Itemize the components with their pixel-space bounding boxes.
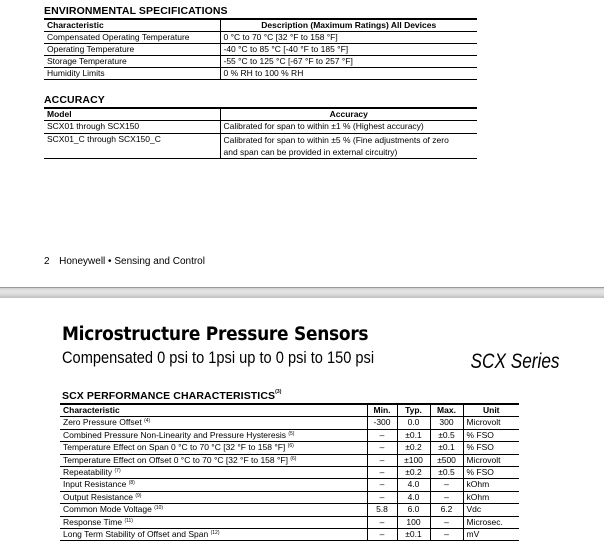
perf-cell-characteristic: [60, 504, 367, 516]
perf-cell-max: ±0.5: [430, 466, 463, 478]
perf-cell-name: Temperature Effect on Span 0 °C to 70 °C [32 °F to 158 °F]: [63, 442, 286, 453]
perf-cell-typ: 4.0: [397, 479, 430, 491]
page-footer: [44, 256, 205, 267]
perf-cell-unit: % FSO: [463, 429, 519, 441]
perf-cell-typ: ±0.2: [397, 442, 430, 454]
perf-cell-name: Zero Pressure Offset: [63, 417, 142, 428]
perf-cell-name: Combined Pressure Non-Linearity and Pressure Hysteresis: [63, 429, 286, 440]
perf-cell-typ: 100: [397, 516, 430, 528]
table-row: [44, 121, 477, 134]
env-cell-name: Compensated Operating Temperature: [44, 32, 220, 44]
footer-text: Sensing and Control: [114, 256, 205, 267]
perf-cell-name: Long Term Stability of Offset and Span: [63, 528, 209, 539]
perf-cell-unit: % FSO: [463, 466, 519, 478]
perf-cell-note: (9): [135, 492, 142, 499]
perf-cell-characteristic: [60, 516, 367, 528]
page-break-band: [0, 288, 604, 298]
perf-cell-unit: kOhm: [463, 479, 519, 491]
env-table: [44, 19, 477, 80]
perf-cell-characteristic: [60, 466, 367, 478]
perf-cell-max: ±0.5: [430, 429, 463, 441]
table-row: [60, 528, 519, 540]
perf-heading-note: (3): [275, 389, 282, 395]
table-row: [44, 44, 477, 56]
env-cell-name: Humidity Limits: [44, 68, 220, 80]
perf-col-typ: Typ.: [397, 405, 430, 417]
perf-cell-name: Repeatability: [63, 466, 113, 477]
env-cell-value: -55 °C to 125 °C [-67 °F to 257 °F]: [220, 56, 477, 68]
perf-heading: [62, 390, 282, 402]
perf-cell-note: (11): [124, 517, 133, 524]
perf-cell-characteristic: [60, 528, 367, 540]
perf-cell-unit: mV: [463, 528, 519, 540]
perf-cell-typ: 4.0: [397, 491, 430, 503]
accuracy-col-accuracy: Accuracy: [220, 109, 477, 121]
env-cell-name: Storage Temperature: [44, 56, 220, 68]
footer-bullet: •: [108, 256, 112, 267]
accuracy-cell-value: [220, 134, 477, 159]
perf-cell-typ: ±0.1: [397, 528, 430, 540]
perf-cell-typ: 0.0: [397, 417, 430, 429]
perf-cell-max: –: [430, 516, 463, 528]
perf-cell-characteristic: [60, 442, 367, 454]
perf-cell-typ: ±100: [397, 454, 430, 466]
table-row: [44, 134, 477, 159]
env-col-characteristic: Characteristic: [44, 20, 220, 32]
perf-cell-min: –: [367, 528, 397, 540]
perf-col-unit: Unit: [463, 405, 519, 417]
env-cell-value: -40 °C to 85 °C [-40 °F to 185 °F]: [220, 44, 477, 56]
perf-cell-name: Input Resistance: [63, 479, 127, 490]
perf-cell-max: 300: [430, 417, 463, 429]
perf-cell-name: Response Time: [63, 516, 123, 527]
table-row: [60, 491, 519, 503]
perf-cell-max: –: [430, 528, 463, 540]
table-row: [60, 429, 519, 441]
perf-cell-name: Output Resistance: [63, 491, 133, 502]
table-row: [60, 454, 519, 466]
perf-cell-min: –: [367, 491, 397, 503]
perf-cell-max: ±500: [430, 454, 463, 466]
perf-body: [60, 417, 519, 541]
perf-col-max: Max.: [430, 405, 463, 417]
perf-cell-note: (12): [210, 529, 220, 536]
perf-cell-name: Common Mode Voltage: [63, 504, 152, 515]
perf-header-row: [60, 405, 519, 417]
perf-cell-unit: Microvolt: [463, 454, 519, 466]
perf-table: [60, 404, 519, 541]
page-subtitle: Compensated 0 psi to 1psi up to 0 psi to 150 psi: [62, 348, 375, 367]
perf-col-characteristic: Characteristic: [60, 405, 367, 417]
perf-cell-note: (5): [288, 430, 295, 437]
table-row: [44, 56, 477, 68]
page-number: 2: [44, 256, 50, 267]
accuracy-table: [44, 108, 477, 159]
perf-cell-unit: kOhm: [463, 491, 519, 503]
table-row: [60, 466, 519, 478]
series-name: SCX Series: [470, 350, 560, 373]
perf-cell-min: –: [367, 442, 397, 454]
accuracy-col-model: Model: [44, 109, 220, 121]
table-row: [60, 516, 519, 528]
perf-cell-typ: 6.0: [397, 504, 430, 516]
perf-cell-min: –: [367, 516, 397, 528]
table-row: [60, 442, 519, 454]
accuracy-header-row: [44, 109, 477, 121]
table-row: [44, 32, 477, 44]
env-header-row: [44, 20, 477, 32]
perf-cell-characteristic: [60, 429, 367, 441]
perf-cell-unit: Vdc: [463, 504, 519, 516]
perf-cell-typ: ±0.1: [397, 429, 430, 441]
perf-cell-typ: ±0.2: [397, 466, 430, 478]
perf-col-min: Min.: [367, 405, 397, 417]
env-cell-value: 0 °C to 70 °C [32 °F to 158 °F]: [220, 32, 477, 44]
perf-cell-name: Temperature Effect on Offset 0 °C to 70 °C [32 °F to 158 °F]: [63, 454, 288, 465]
perf-cell-max: ±0.1: [430, 442, 463, 454]
perf-cell-characteristic: [60, 417, 367, 429]
env-cell-name: Operating Temperature: [44, 44, 220, 56]
perf-cell-note: (6): [290, 455, 297, 462]
table-row: [60, 479, 519, 491]
perf-cell-max: –: [430, 479, 463, 491]
perf-cell-unit: Microvolt: [463, 417, 519, 429]
table-row: [60, 504, 519, 516]
perf-cell-note: (6): [287, 443, 294, 450]
perf-cell-characteristic: [60, 491, 367, 503]
perf-cell-min: –: [367, 466, 397, 478]
accuracy-cell-value: Calibrated for span to within ±1 % (Highest accuracy): [220, 121, 477, 134]
accuracy-cell-model: SCX01_C through SCX150_C: [44, 134, 220, 159]
perf-cell-note: (4): [144, 418, 151, 425]
accuracy-heading: ACCURACY: [44, 94, 105, 106]
accuracy-cell-line: and span can be provided in external circuitry): [223, 147, 398, 157]
perf-cell-note: (7): [114, 467, 121, 474]
perf-cell-max: –: [430, 491, 463, 503]
perf-cell-min: –: [367, 429, 397, 441]
perf-cell-max: 6.2: [430, 504, 463, 516]
env-cell-value: 0 % RH to 100 % RH: [220, 68, 477, 80]
env-heading: ENVIRONMENTAL SPECIFICATIONS: [44, 5, 228, 17]
perf-cell-characteristic: [60, 454, 367, 466]
env-col-description: Description (Maximum Ratings) All Devices: [220, 20, 477, 32]
perf-cell-unit: % FSO: [463, 442, 519, 454]
perf-cell-min: –: [367, 454, 397, 466]
table-row: [44, 68, 477, 80]
accuracy-cell-line: Calibrated for span to within ±5 % (Fine adjustments of zero: [223, 135, 449, 145]
perf-cell-min: 5.8: [367, 504, 397, 516]
perf-cell-characteristic: [60, 479, 367, 491]
perf-heading-text: SCX PERFORMANCE CHARACTERISTICS: [62, 390, 276, 402]
table-row: [60, 417, 519, 429]
page-title: Microstructure Pressure Sensors: [62, 324, 369, 345]
perf-cell-unit: Microsec.: [463, 516, 519, 528]
perf-cell-min: -300: [367, 417, 397, 429]
footer-company: Honeywell: [59, 256, 106, 267]
accuracy-cell-model: SCX01 through SCX150: [44, 121, 220, 134]
perf-cell-min: –: [367, 479, 397, 491]
perf-cell-note: (8): [128, 480, 135, 487]
perf-cell-note: (10): [154, 505, 164, 512]
